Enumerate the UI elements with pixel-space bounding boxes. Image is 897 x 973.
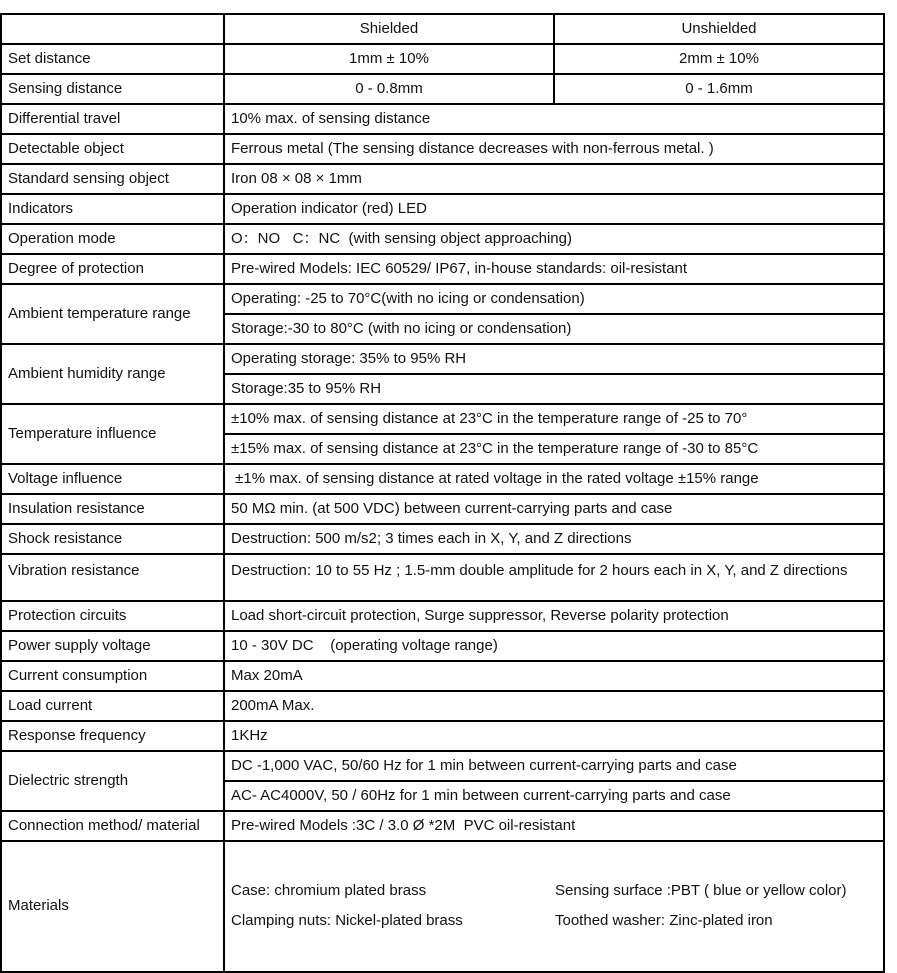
power-supply-voltage-value: 10 - 30V DC (operating voltage range)	[224, 631, 884, 661]
row-operation-mode	[1, 224, 884, 254]
row-standard-sensing-object	[1, 164, 884, 194]
degree-of-protection-label: Degree of protection	[1, 254, 224, 284]
ambient-temperature-operating-value: Operating: -25 to 70°C(with no icing or condensation)	[224, 284, 884, 314]
protection-circuits-label: Protection circuits	[1, 601, 224, 631]
row-materials	[1, 841, 884, 972]
row-voltage-influence	[1, 464, 884, 494]
insulation-resistance-label: Insulation resistance	[1, 494, 224, 524]
ambient-temperature-storage-value: Storage:-30 to 80°C (with no icing or condensation)	[224, 314, 884, 344]
indicators-label: Indicators	[1, 194, 224, 224]
detectable-object-value: Ferrous metal (The sensing distance decreases with non-ferrous metal. )	[224, 134, 884, 164]
dielectric-strength-ac-value: AC- AC4000V, 50 / 60Hz for 1 min between current-carrying parts and case	[224, 781, 884, 811]
column-header-unshielded: Unshielded	[554, 14, 884, 44]
power-supply-voltage-label: Power supply voltage	[1, 631, 224, 661]
voltage-influence-label: Voltage influence	[1, 464, 224, 494]
row-connection-method	[1, 811, 884, 841]
ambient-temperature-range-label: Ambient temperature range	[1, 284, 224, 344]
voltage-influence-value: ±1% max. of sensing distance at rated voltage in the rated voltage ±15% range	[224, 464, 884, 494]
row-shock-resistance	[1, 524, 884, 554]
sensing-distance-label: Sensing distance	[1, 74, 224, 104]
vibration-resistance-value: Destruction: 10 to 55 Hz ; 1.5-mm double amplitude for 2 hours each in X, Y, and Z directions	[224, 554, 884, 601]
dielectric-strength-dc-value: DC -1,000 VAC, 50/60 Hz for 1 min between current-carrying parts and case	[224, 751, 884, 781]
row-insulation-resistance	[1, 494, 884, 524]
connection-method-label: Connection method/ material	[1, 811, 224, 841]
row-degree-of-protection	[1, 254, 884, 284]
row-ambient-temperature-operating	[1, 284, 884, 314]
standard-sensing-object-value: Iron 08 × 08 × 1mm	[224, 164, 884, 194]
temperature-influence-label: Temperature influence	[1, 404, 224, 464]
load-current-value: 200mA Max.	[224, 691, 884, 721]
row-power-supply-voltage	[1, 631, 884, 661]
row-protection-circuits	[1, 601, 884, 631]
materials-label: Materials	[1, 841, 224, 972]
temperature-influence-line1-value: ±10% max. of sensing distance at 23°C in the temperature range of -25 to 70°	[224, 404, 884, 434]
row-load-current	[1, 691, 884, 721]
current-consumption-value: Max 20mA	[224, 661, 884, 691]
set-distance-shielded-value: 1mm ± 10%	[224, 44, 554, 74]
materials-toothed-washer: Toothed washer: Zinc-plated iron	[555, 912, 773, 930]
current-consumption-label: Current consumption	[1, 661, 224, 691]
standard-sensing-object-label: Standard sensing object	[1, 164, 224, 194]
response-frequency-value: 1KHz	[224, 721, 884, 751]
degree-of-protection-value: Pre-wired Models: IEC 60529/ IP67, in-house standards: oil-resistant	[224, 254, 884, 284]
differential-travel-label: Differential travel	[1, 104, 224, 134]
row-detectable-object	[1, 134, 884, 164]
sensing-distance-shielded-value: 0 - 0.8mm	[224, 74, 554, 104]
dielectric-strength-label: Dielectric strength	[1, 751, 224, 811]
row-vibration-resistance	[1, 554, 884, 601]
set-distance-unshielded-value: 2mm ± 10%	[554, 44, 884, 74]
row-differential-travel	[1, 104, 884, 134]
row-temperature-influence-1	[1, 404, 884, 434]
vibration-resistance-label: Vibration resistance	[1, 554, 224, 601]
materials-clamping-nuts: Clamping nuts: Nickel-plated brass	[231, 912, 463, 930]
materials-value-cell	[224, 841, 884, 972]
ambient-humidity-storage-value: Storage:35 to 95% RH	[224, 374, 884, 404]
header-corner-cell	[1, 14, 224, 44]
operation-mode-label: Operation mode	[1, 224, 224, 254]
set-distance-label: Set distance	[1, 44, 224, 74]
differential-travel-value: 10% max. of sensing distance	[224, 104, 884, 134]
detectable-object-label: Detectable object	[1, 134, 224, 164]
ambient-humidity-operating-value: Operating storage: 35% to 95% RH	[224, 344, 884, 374]
ambient-humidity-range-label: Ambient humidity range	[1, 344, 224, 404]
row-sensing-distance	[1, 74, 884, 104]
row-ambient-humidity-operating	[1, 344, 884, 374]
shock-resistance-label: Shock resistance	[1, 524, 224, 554]
row-response-frequency	[1, 721, 884, 751]
shock-resistance-value: Destruction: 500 m/s2; 3 times each in X, Y, and Z directions	[224, 524, 884, 554]
indicators-value: Operation indicator (red) LED	[224, 194, 884, 224]
insulation-resistance-value: 50 MΩ min. (at 500 VDC) between current-carrying parts and case	[224, 494, 884, 524]
materials-grid	[231, 882, 877, 932]
specifications-table	[0, 13, 885, 973]
row-current-consumption	[1, 661, 884, 691]
load-current-label: Load current	[1, 691, 224, 721]
protection-circuits-value: Load short-circuit protection, Surge suppressor, Reverse polarity protection	[224, 601, 884, 631]
materials-sensing-surface: Sensing surface :PBT ( blue or yellow color)	[555, 881, 847, 899]
materials-case: Case: chromium plated brass	[231, 881, 427, 899]
row-indicators	[1, 194, 884, 224]
row-set-distance	[1, 44, 884, 74]
response-frequency-label: Response frequency	[1, 721, 224, 751]
header-row	[1, 14, 884, 44]
row-dielectric-strength-dc	[1, 751, 884, 781]
temperature-influence-line2-value: ±15% max. of sensing distance at 23°C in the temperature range of -30 to 85°C	[224, 434, 884, 464]
sensing-distance-unshielded-value: 0 - 1.6mm	[554, 74, 884, 104]
connection-method-value: Pre-wired Models :3C / 3.0 Ø *2M PVC oil-resistant	[224, 811, 884, 841]
operation-mode-value: O：NO C：NC (with sensing object approaching)	[224, 224, 884, 254]
column-header-shielded: Shielded	[224, 14, 554, 44]
